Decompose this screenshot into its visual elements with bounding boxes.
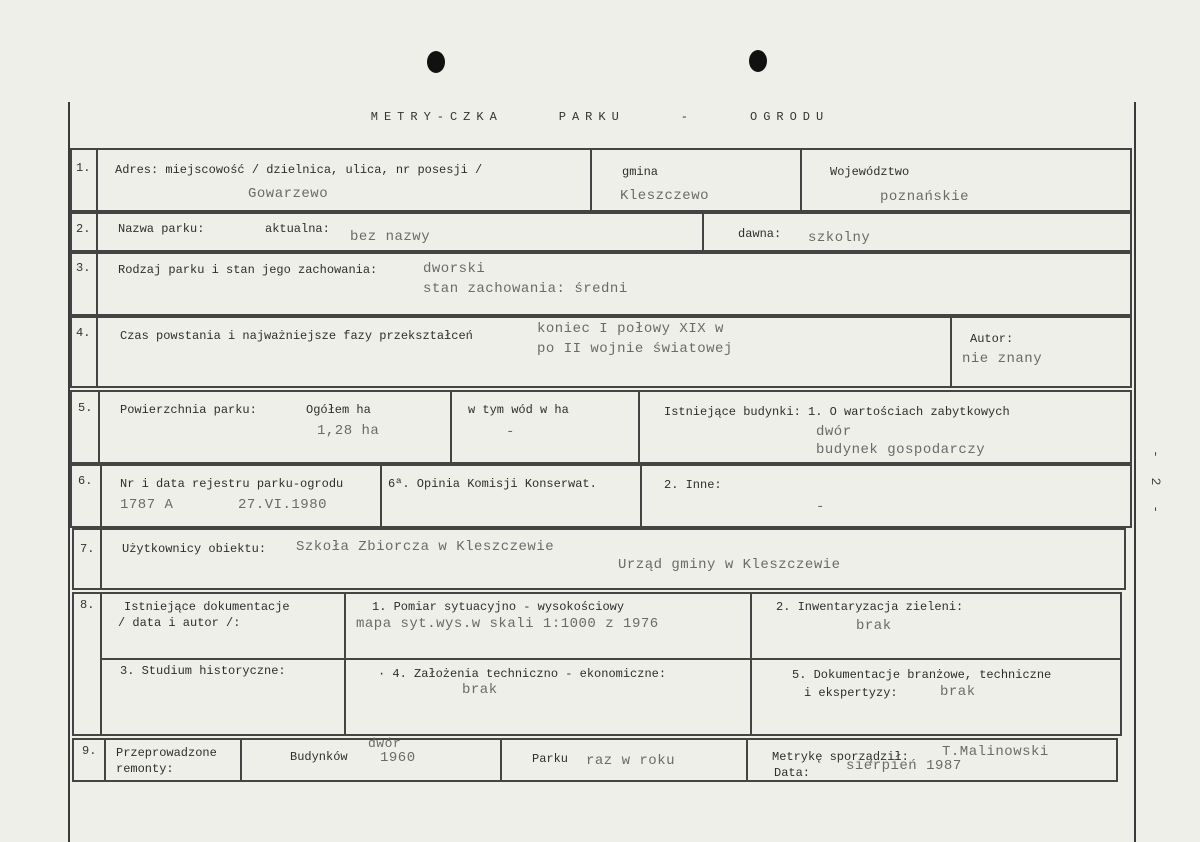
buildings-renovation-object: dwór <box>368 736 402 751</box>
preservation-value: stan zachowania: średni <box>423 281 628 297</box>
building-value-2: budynek gospodarczy <box>816 442 986 458</box>
register-number: 1787 A <box>120 497 174 513</box>
row-number: 4. <box>76 326 91 340</box>
renovations-label-2: remonty: <box>116 762 174 776</box>
survey-value: mapa syt.wys.w skali 1:1000 z 1976 <box>356 616 659 632</box>
area-label: Powierzchnia parku: <box>120 403 257 417</box>
buildings-renovation-year: 1960 <box>380 750 416 766</box>
author-value: nie znany <box>962 351 1043 367</box>
gmina-label: gmina <box>622 165 659 179</box>
punch-hole-right <box>749 50 767 72</box>
wojewodztwo-value: poznańskie <box>880 189 970 205</box>
area-total-value: 1,28 ha <box>317 423 380 439</box>
row-2 <box>70 212 1132 252</box>
origin-value-2: po II wojnie światowej <box>537 341 733 357</box>
origin-label: Czas powstania i najważniejsze fazy przekształceń <box>120 329 473 343</box>
docs-label-1: Istniejące dokumentacje <box>124 600 290 614</box>
area-total-label: Ogółem ha <box>306 403 371 417</box>
page-number: - 2 - <box>1148 450 1163 520</box>
inventory-value: brak <box>856 618 892 634</box>
park-renovation-value: raz w roku <box>586 753 676 769</box>
inventory-label: 2. Inwentaryzacja zieleni: <box>776 600 964 614</box>
current-name-label: aktualna: <box>265 222 330 236</box>
register-label: Nr i data rejestru parku-ogrodu <box>120 477 344 491</box>
branch-docs-value: brak <box>940 684 976 700</box>
opinion-label: 6ª. Opinia Komisji Konserwat. <box>388 477 597 491</box>
row-number: 2. <box>76 222 91 236</box>
wojewodztwo-label: Województwo <box>830 165 910 179</box>
tech-assumptions-value: brak <box>462 682 498 698</box>
row-number: 5. <box>78 401 93 415</box>
survey-label: 1. Pomiar sytuacyjno - wysokościowy <box>372 600 625 614</box>
date-label: Data: <box>774 766 811 780</box>
gmina-value: Kleszczewo <box>620 188 710 204</box>
buildings-label: Istniejące budynki: 1. O wartościach zabytkowych <box>664 405 1010 419</box>
former-name-value: szkolny <box>808 230 871 246</box>
row-6 <box>70 464 1132 528</box>
punch-hole-left <box>427 51 445 73</box>
history-study-label: 3. Studium historyczne: <box>120 664 286 678</box>
buildings-renovation-label: Budynków <box>290 750 348 764</box>
building-value-1: dwór <box>816 424 852 440</box>
park-type-value: dworski <box>423 261 486 277</box>
form-title: METRY-CZKA PARKU - OGRODU <box>370 110 830 124</box>
row-number: 3. <box>76 261 91 275</box>
water-area-value: - <box>506 424 515 440</box>
former-name-label: dawna: <box>738 227 782 241</box>
date-value: sierpień 1987 <box>846 758 962 774</box>
tech-assumptions-label: · 4. Założenia techniczno - ekonomiczne: <box>378 667 667 681</box>
row-7 <box>72 528 1126 590</box>
park-type-label: Rodzaj parku i stan jego zachowania: <box>118 263 378 277</box>
row-number: 9. <box>82 744 97 758</box>
address-label: Adres: miejscowość / dzielnica, ulica, nr posesji / <box>115 163 483 177</box>
prepared-by-label: Metrykę sporządził: <box>772 750 909 764</box>
user-value-2: Urząd gminy w Kleszczewie <box>618 557 841 573</box>
renovations-label-1: Przeprowadzone <box>116 746 217 760</box>
origin-value-1: koniec I połowy XIX w <box>537 321 724 337</box>
other-value: - <box>816 499 825 515</box>
row-number: 7. <box>80 542 95 556</box>
park-name-label: Nazwa parku: <box>118 222 205 236</box>
register-date: 27.VI.1980 <box>238 497 328 513</box>
address-value: Gowarzewo <box>248 186 329 202</box>
users-label: Użytkownicy obiektu: <box>122 542 267 556</box>
park-renovation-label: Parku <box>532 752 569 766</box>
prepared-by-value: T.Malinowski <box>942 744 1049 760</box>
water-area-label: w tym wód w ha <box>468 403 569 417</box>
branch-docs-label-2: i ekspertyzy: <box>804 686 898 700</box>
author-label: Autor: <box>970 332 1014 346</box>
row-number: 1. <box>76 161 91 175</box>
docs-label-2: / data i autor /: <box>118 616 241 630</box>
row-1 <box>70 148 1132 212</box>
other-label: 2. Inne: <box>664 478 722 492</box>
current-name-value: bez nazwy <box>350 229 431 245</box>
branch-docs-label-1: 5. Dokumentacje branżowe, techniczne <box>792 668 1052 682</box>
user-value-1: Szkoła Zbiorcza w Kleszczewie <box>296 539 555 555</box>
row-number: 8. <box>80 598 95 612</box>
row-number: 6. <box>78 474 93 488</box>
